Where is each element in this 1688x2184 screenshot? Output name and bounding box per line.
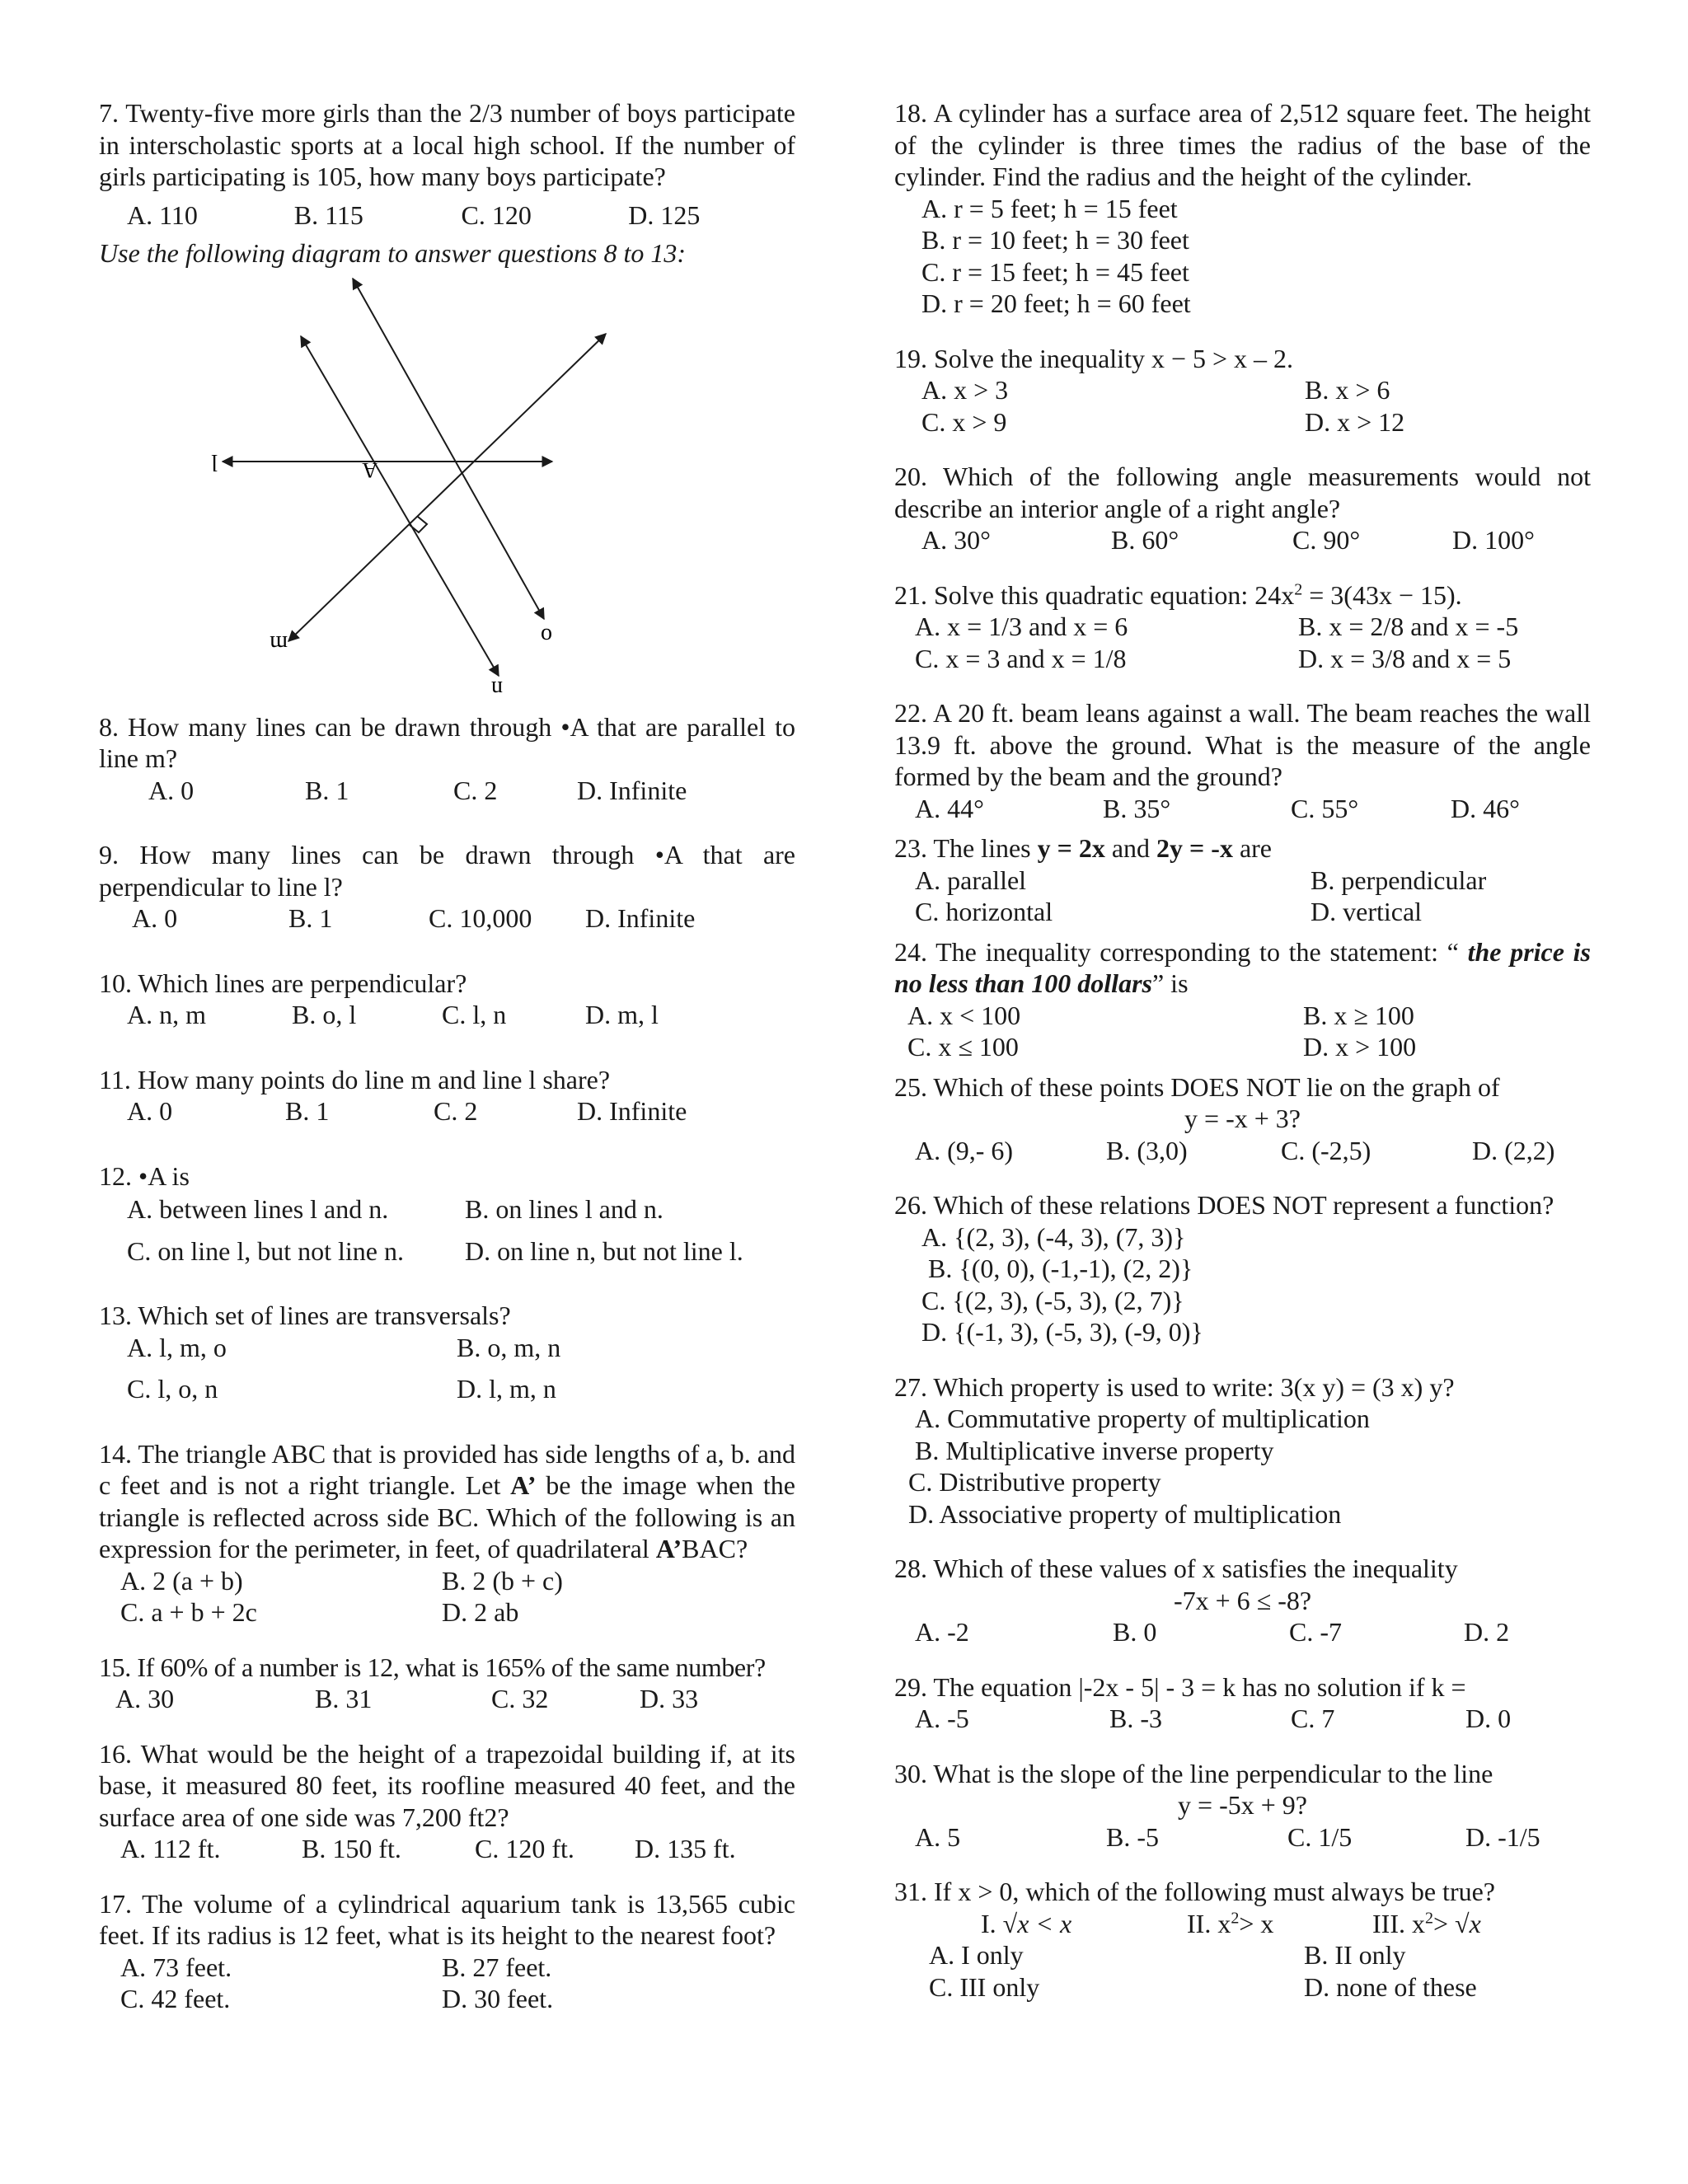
question-25-stem: 25. Which of these points DOES NOT lie on the graph of [894, 1071, 1500, 1102]
question-11-options [127, 1095, 795, 1127]
option-b: B. x = 2/8 and x = -5 [1298, 612, 1519, 641]
option-a: A. Commutative property of multiplication [915, 1404, 1370, 1433]
statement-3: III. $x^2> √x$ [1372, 1908, 1481, 1938]
option-a: A. -5 [915, 1704, 969, 1733]
question-27-options [908, 1403, 1591, 1530]
question-12-options [127, 1193, 795, 1267]
option-a: A. 0 [148, 775, 195, 805]
option-c: C. r = 15 feet; h = 45 feet [921, 256, 1189, 287]
option-a: A. x > 3 [921, 375, 1009, 405]
question-10-options [127, 999, 795, 1031]
question-13-options [127, 1332, 795, 1405]
option-d: D. 46° [1451, 793, 1520, 823]
option-c: C. x = 3 and x = 1/8 [915, 643, 1127, 673]
question-17-stem: 17. The volume of a cylindrical aquarium tank is 13,565 cubic feet. If its radius is 12 feet, what is its height to the nearest foot? [99, 1888, 795, 1950]
question-28-options [915, 1616, 1591, 1648]
option-d: D. (2,2) [1472, 1135, 1555, 1165]
option-c: C. -7 [1289, 1617, 1342, 1647]
option-d: D. none of these [1304, 1971, 1477, 2002]
option-d: D. x > 100 [1303, 1032, 1417, 1062]
question-9-stem: 9. How many lines can be drawn through •A that are perpendicular to line l? [99, 840, 795, 902]
option-c: C. horizontal [915, 897, 1053, 926]
question-22-options [915, 793, 1591, 825]
option-d: D. m, l [585, 1000, 659, 1029]
option-d: D. Infinite [577, 775, 687, 805]
option-b: B. 1 [285, 1096, 330, 1126]
label-o: o [541, 622, 552, 649]
question-30-options [915, 1821, 1591, 1854]
option-d: D. -1/5 [1465, 1821, 1540, 1852]
option-b: B. 1 [305, 775, 349, 805]
option-b: B. 60° [1111, 525, 1179, 555]
right-column [894, 97, 1591, 2003]
label-point-a: A [362, 457, 377, 482]
question-16-options [120, 1833, 795, 1865]
lines-diagram [173, 274, 767, 703]
option-d: D. vertical [1311, 897, 1423, 926]
question-11-stem: 11. How many points do line m and line l share? [99, 1064, 611, 1094]
question-26-stem: 26. Which of these relations DOES NOT represent a function? [894, 1190, 1554, 1220]
question-7-options [127, 199, 795, 232]
option-b: B. Multiplicative inverse property [915, 1435, 1274, 1465]
option-a: A. -2 [915, 1617, 969, 1647]
option-b: B. (3,0) [1106, 1135, 1188, 1165]
option-c: C. 42 feet. [120, 1984, 231, 2013]
option-b: B. 0 [1113, 1617, 1157, 1647]
question-25-options [915, 1135, 1591, 1167]
option-a: A. (9,- 6) [915, 1135, 1014, 1165]
question-21-options [915, 611, 1591, 674]
option-d: D. Infinite [585, 903, 696, 933]
line-n [301, 336, 499, 676]
option-b: B. x > 6 [1305, 375, 1390, 405]
question-9-options [132, 902, 795, 935]
question-30-stem: 30. What is the slope of the line perpendicular to the line [894, 1758, 1493, 1788]
question-23-options [915, 865, 1591, 928]
question-19-stem: 19. Solve the inequality x − 5 > x – 2. [894, 343, 1294, 373]
right-angle-mark [410, 517, 427, 532]
question-16-stem: 16. What would be the height of a trapezoidal building if, at its base, it measured 80 feet, its roofline measured 40 feet, and the surface area of one side was 7,200 ft2? [99, 1738, 795, 1832]
option-b: B. -3 [1109, 1704, 1162, 1733]
option-d: D. {(-1, 3), (-5, 3), (-9, 0)} [921, 1317, 1203, 1347]
option-c: C. 10,000 [429, 903, 532, 933]
option-c: C. III only [929, 1971, 1040, 2002]
option-a: A. between lines l and n. [127, 1194, 389, 1224]
option-c: C. l, o, n [127, 1374, 218, 1404]
option-b: B. o, m, n [457, 1332, 561, 1362]
statement-1: I. √x < x [981, 1908, 1072, 1938]
question-23-stem: 23. The lines y = 2x and 2y = -x are [894, 833, 1272, 863]
question-28-equation: -7x + 6 ≤ -8? [1173, 1585, 1312, 1615]
question-8-options [148, 775, 795, 807]
label-l: l [211, 448, 218, 475]
option-d: D. 0 [1465, 1704, 1512, 1733]
label-n: n [491, 675, 503, 701]
option-a: A. 2 (a + b) [120, 1565, 243, 1596]
option-c: C. x ≤ 100 [907, 1032, 1019, 1062]
option-a: A. {(2, 3), (-4, 3), (7, 3)} [921, 1221, 1186, 1252]
option-b: B. o, l [292, 1000, 357, 1029]
option-d: D. x = 3/8 and x = 5 [1298, 643, 1512, 673]
option-d: D. 100° [1452, 525, 1535, 555]
option-a: A. 30 [115, 1684, 175, 1713]
option-a: A. n, m [127, 1000, 206, 1029]
option-a: A. 110 [127, 199, 198, 230]
question-31-statements [981, 1908, 1591, 1940]
option-a: A. 73 feet. [120, 1952, 232, 1982]
option-a: A. l, m, o [127, 1332, 227, 1362]
option-b: B. 150 ft. [302, 1834, 401, 1863]
question-14-stem: 14. The triangle ABC that is provided has side lengths of a, b. and c feet and is not a right triangle. Let A’ be the image when the triangle is reflected across side BC. Which of the following is an expression for the perimeter, in feet, of quadrilateral A’BAC? [99, 1438, 796, 1563]
question-15-options [115, 1683, 795, 1715]
option-a: A. x = 1/3 and x = 6 [915, 612, 1128, 641]
option-b: B. {(0, 0), (-1,-1), (2, 2)} [928, 1254, 1193, 1283]
option-d: D. x > 12 [1305, 406, 1405, 437]
question-8-stem: 8. How many lines can be drawn through •A that are parallel to line m? [99, 711, 795, 773]
question-18-stem: 18. A cylinder has a surface area of 2,512 square feet. The height of the cylinder is three times the radius of the base of the cylinder. Find the radius and the height of the cylinder. [894, 98, 1591, 191]
question-27-stem: 27. Which property is used to write: 3(x y) = (3 x) y? [894, 1371, 1455, 1402]
option-b: B. II only [1304, 1940, 1406, 1970]
option-b: B. x ≥ 100 [1303, 1000, 1414, 1030]
option-c: C. 120 [461, 199, 532, 230]
question-20-options [921, 524, 1591, 556]
option-a: A. 0 [132, 903, 178, 933]
question-15-stem: 15. If 60% of a number is 12, what is 165% of the same number? [99, 1652, 766, 1682]
option-d: D. 135 ft. [635, 1834, 736, 1863]
option-d: D. Infinite [577, 1096, 687, 1126]
question-26-options [921, 1221, 1591, 1348]
option-b: B. 2 (b + c) [442, 1565, 563, 1596]
question-10-stem: 10. Which lines are perpendicular? [99, 968, 467, 998]
option-a: A. 44° [915, 793, 984, 823]
question-25-equation: y = -x + 3? [1184, 1104, 1301, 1133]
option-d: D. on line n, but not line l. [465, 1235, 743, 1266]
option-a: A. r = 5 feet; h = 15 feet [921, 193, 1178, 223]
option-c: C. x > 9 [921, 406, 1007, 437]
option-c: C. 120 ft. [475, 1834, 574, 1863]
option-a: A. parallel [915, 865, 1027, 895]
question-17-options [120, 1952, 795, 2015]
question-29-stem: 29. The equation |-2x - 5| - 3 = k has no solution if k = [894, 1671, 1466, 1702]
option-a: A. 5 [915, 1821, 961, 1852]
diagram-instruction: Use the following diagram to answer questions 8 to 13: [99, 238, 686, 268]
option-b: B. 115 [293, 199, 363, 230]
question-24-options [907, 1000, 1591, 1063]
option-a: A. 0 [127, 1096, 173, 1126]
question-30-equation: y = -5x + 9? [1178, 1790, 1307, 1820]
question-7-stem: 7. Twenty-five more girls than the 2/3 number of boys participate in interscholastic sports at a local high school. If the number of girls participating is 105, how many boys participate? [99, 98, 795, 191]
option-c: C. l, n [442, 1000, 507, 1029]
option-d: D. l, m, n [457, 1374, 556, 1404]
option-b: B. r = 10 feet; h = 30 feet [921, 225, 1189, 255]
question-13-stem: 13. Which set of lines are transversals? [99, 1301, 511, 1330]
option-d: D. 125 [628, 199, 701, 230]
option-c: C. {(2, 3), (-5, 3), (2, 7)} [921, 1285, 1184, 1315]
question-29-options [915, 1703, 1591, 1735]
option-c: C. 55° [1291, 793, 1359, 823]
left-column [99, 97, 795, 2015]
question-31-options [929, 1939, 1591, 2003]
option-c: C. 7 [1291, 1704, 1335, 1733]
option-c: C. 90° [1292, 525, 1361, 555]
option-d: D. 33 [640, 1684, 699, 1713]
option-d: D. 2 [1464, 1617, 1510, 1647]
line-o [353, 279, 544, 619]
question-28-stem: 28. Which of these values of x satisfies the inequality [894, 1554, 1458, 1583]
option-d: D. r = 20 feet; h = 60 feet [921, 288, 1191, 318]
option-c: C. Distributive property [908, 1467, 1161, 1497]
option-c: C. 32 [491, 1684, 549, 1713]
option-b: B. 31 [315, 1684, 373, 1713]
label-m: m [270, 630, 288, 656]
option-d: D. Associative property of multiplication [908, 1498, 1342, 1529]
option-b: B. 1 [288, 903, 333, 933]
question-18-options [921, 193, 1591, 320]
option-b: B. on lines l and n. [465, 1194, 663, 1224]
option-c: C. a + b + 2c [120, 1597, 257, 1627]
option-d: D. 2 ab [442, 1597, 519, 1627]
option-c: C. 2 [434, 1096, 478, 1126]
question-31-stem: 31. If x > 0, which of the following must always be true? [894, 1877, 1495, 1906]
option-b: B. -5 [1106, 1821, 1159, 1852]
question-20-stem: 20. Which of the following angle measurements would not describe an interior angle of a right angle? [894, 462, 1591, 523]
option-a: A. 30° [921, 525, 991, 555]
option-a: A. I only [929, 1940, 1024, 1970]
option-c: C. 1/5 [1287, 1821, 1353, 1852]
question-12-stem: 12. •A is [99, 1160, 190, 1191]
option-b: B. 27 feet. [442, 1952, 552, 1982]
question-19-options [921, 374, 1591, 438]
option-b: B. 35° [1103, 793, 1171, 823]
option-d: D. 30 feet. [442, 1984, 554, 2013]
question-22-stem: 22. A 20 ft. beam leans against a wall. The beam reaches the wall 13.9 ft. above the ground. What is the measure of the angle formed by the beam and the ground? [894, 698, 1591, 791]
question-21-stem: 21. Solve this quadratic equation: $24x^2 = 3(43x - 15)$. [894, 579, 1462, 610]
option-b: B. perpendicular [1311, 865, 1487, 895]
option-c: C. on line l, but not line n. [127, 1235, 404, 1266]
option-a: A. 112 ft. [120, 1834, 221, 1863]
option-c: C. 2 [453, 775, 498, 805]
option-c: C. (-2,5) [1281, 1135, 1372, 1165]
line-m [288, 334, 606, 641]
question-24-stem: 24. The inequality corresponding to the statement: “ the price is no less than 100 dollars” is [894, 936, 1591, 998]
statement-2: II. $x^2> x$ [1187, 1908, 1274, 1938]
option-a: A. x < 100 [907, 1000, 1021, 1030]
question-14-options [120, 1565, 795, 1629]
